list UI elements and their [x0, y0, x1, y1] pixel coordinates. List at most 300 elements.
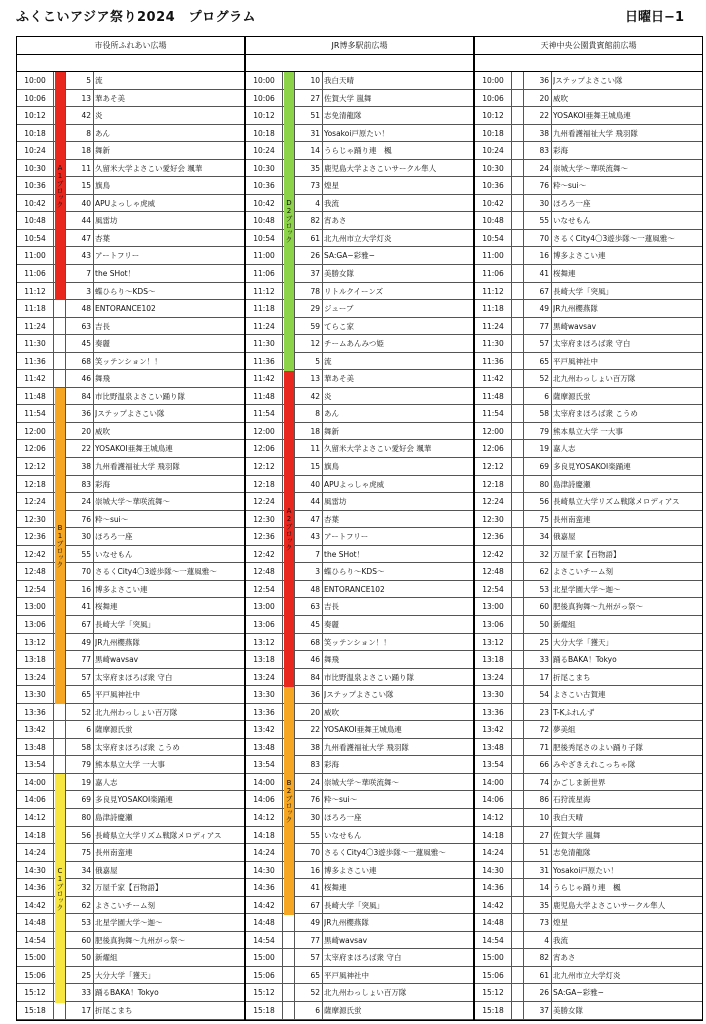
team-number-cell: 52 [539, 374, 549, 384]
team-name-cell: 平戸風神社中 [553, 356, 598, 366]
team-number-cell: 13 [310, 374, 320, 384]
schedule-row [17, 388, 244, 406]
time-cell: 11:18 [482, 304, 504, 314]
schedule-row [246, 318, 473, 336]
team-name-cell: いなせもん [95, 549, 133, 559]
team-number-cell: 3 [86, 286, 91, 296]
time-cell: 11:12 [24, 286, 46, 296]
schedule-row [17, 493, 244, 511]
team-name-cell: あん [324, 409, 339, 419]
team-name-cell: 笑ッテンション！！ [95, 356, 162, 366]
team-number-cell: 30 [81, 532, 91, 542]
team-name-cell: 流 [324, 356, 332, 366]
team-name-cell: 長州南蛮連 [95, 848, 133, 858]
schedule-row [475, 265, 702, 283]
team-name-cell: 折尾こまち [95, 1005, 133, 1015]
time-cell: 14:30 [253, 865, 275, 875]
time-cell: 13:42 [482, 725, 504, 735]
team-number-cell: 29 [310, 304, 320, 314]
time-cell: 13:12 [253, 637, 275, 647]
team-name-cell: 佐賀大学 嵐舞 [324, 93, 372, 103]
team-number-cell: 46 [310, 655, 320, 665]
team-number-cell: 27 [310, 93, 320, 103]
schedule-row [475, 739, 702, 757]
team-name-cell: ほろろ一座 [553, 198, 591, 208]
team-number-cell: 37 [310, 269, 320, 279]
team-name-cell: さるくCity4〇3遊歩隊〜一蓮風雅〜 [324, 848, 446, 858]
team-number-cell: 60 [81, 935, 91, 945]
team-number-cell: 74 [539, 777, 549, 787]
column-divider [511, 72, 512, 1020]
team-name-cell: 舞新 [95, 146, 110, 156]
schedule-row [17, 739, 244, 757]
time-cell: 10:48 [253, 216, 275, 226]
time-cell: 13:12 [482, 637, 504, 647]
team-name-cell: 太宰府まほろば衆 守白 [553, 339, 631, 349]
time-cell: 11:48 [482, 391, 504, 401]
time-cell: 11:42 [253, 374, 275, 384]
team-number-cell: 12 [310, 339, 320, 349]
team-number-cell: 63 [310, 602, 320, 612]
time-cell: 14:30 [24, 865, 46, 875]
team-number-cell: 32 [81, 883, 91, 893]
team-name-cell: 平戸風神社中 [324, 970, 369, 980]
time-cell: 15:06 [482, 970, 504, 980]
team-name-cell: 万屋千家【百物語】 [553, 549, 621, 559]
team-number-cell: 56 [81, 830, 91, 840]
time-cell: 13:30 [24, 690, 46, 700]
schedule-row [475, 195, 702, 213]
time-cell: 12:30 [482, 514, 504, 524]
team-name-cell: よさこいチーム刻 [95, 900, 155, 910]
team-name-cell: 我白天晴 [553, 812, 583, 822]
team-name-cell: 美勝女隊 [324, 269, 354, 279]
team-name-cell: 美勝女隊 [553, 1005, 583, 1015]
team-number-cell: 79 [539, 426, 549, 436]
team-number-cell: 70 [539, 233, 549, 243]
schedule-row [246, 212, 473, 230]
schedule-row [17, 511, 244, 529]
time-cell: 11:42 [24, 374, 46, 384]
team-name-cell: 炎 [95, 111, 103, 121]
team-name-cell: 炎 [324, 391, 332, 401]
time-cell: 10:00 [24, 76, 46, 85]
schedule-row [475, 247, 702, 265]
time-cell: 10:18 [253, 128, 275, 138]
venue-column-tenjin-park [474, 36, 703, 1021]
team-name-cell: 威吹 [95, 426, 110, 436]
team-name-cell: 流 [95, 76, 103, 85]
team-number-cell: 40 [310, 479, 320, 489]
schedule-row [475, 949, 702, 967]
time-cell: 12:12 [253, 462, 275, 472]
schedule-row [246, 440, 473, 458]
team-number-cell: 54 [539, 690, 549, 700]
team-name-cell: ジューブ [324, 304, 354, 314]
schedule-row [475, 704, 702, 722]
team-number-cell: 19 [81, 777, 91, 787]
team-number-cell: 78 [310, 286, 320, 296]
time-cell: 13:06 [24, 619, 46, 629]
schedule-row [246, 791, 473, 809]
schedule-row [17, 300, 244, 318]
schedule-row [475, 914, 702, 932]
time-cell: 13:18 [24, 655, 46, 665]
time-cell: 10:24 [253, 146, 275, 156]
team-number-cell: 37 [539, 1005, 549, 1015]
team-name-cell: ほろろ一座 [324, 812, 362, 822]
time-cell: 14:42 [24, 900, 46, 910]
schedule-row [475, 125, 702, 143]
time-cell: 11:48 [253, 391, 275, 401]
team-number-cell: 27 [539, 830, 549, 840]
team-number-cell: 83 [310, 760, 320, 770]
block-band [55, 72, 65, 300]
team-name-cell: よさこいチーム刻 [553, 567, 613, 577]
team-number-cell: 44 [310, 497, 320, 507]
schedule-row [17, 967, 244, 985]
schedule-row [246, 704, 473, 722]
time-cell: 13:54 [253, 760, 275, 770]
schedule-row [246, 563, 473, 581]
team-number-cell: 38 [81, 462, 91, 472]
team-name-cell: 吉長 [324, 602, 339, 612]
team-number-cell: 43 [310, 532, 320, 542]
team-number-cell: 55 [81, 549, 91, 559]
column-divider [551, 72, 552, 1020]
schedule-row [475, 967, 702, 985]
team-name-cell: Jステップよさこい隊 [324, 690, 394, 700]
schedule-row [17, 142, 244, 160]
time-cell: 10:30 [253, 163, 275, 173]
team-name-cell: 我流 [324, 198, 339, 208]
schedule-row [475, 721, 702, 739]
time-cell: 12:36 [482, 532, 504, 542]
time-cell: 10:12 [24, 111, 46, 121]
team-number-cell: 22 [539, 111, 549, 121]
team-number-cell: 40 [81, 198, 91, 208]
team-number-cell: 17 [539, 672, 549, 682]
team-name-cell: 煌星 [324, 181, 339, 191]
schedule-row [475, 581, 702, 599]
team-name-cell: 島津詩慶瀬 [95, 812, 133, 822]
schedule-row [246, 283, 473, 301]
schedule-row [17, 598, 244, 616]
team-number-cell: 49 [81, 637, 91, 647]
team-name-cell: 九州看護福祉大学 飛羽隊 [324, 742, 409, 752]
team-name-cell: ENTORANCE102 [95, 304, 156, 314]
time-cell: 11:30 [253, 339, 275, 349]
team-name-cell: SA:GA−彩雅− [324, 251, 375, 261]
team-name-cell: 鹿児島大学よさこいサークル隼人 [553, 900, 666, 910]
team-name-cell: 北九州わっしょい百万隊 [95, 707, 178, 717]
team-name-cell: YOSAKOI亜舞王城鳥連 [95, 444, 173, 454]
time-cell: 10:30 [24, 163, 46, 173]
time-cell: 11:54 [482, 409, 504, 419]
column-divider [93, 72, 94, 1020]
schedule-row [246, 405, 473, 423]
team-name-cell: 威吹 [324, 707, 339, 717]
team-number-cell: 42 [81, 111, 91, 121]
time-cell: 13:00 [24, 602, 46, 612]
team-number-cell: 46 [81, 374, 91, 384]
team-name-cell: 俄嘉屋 [95, 865, 118, 875]
time-cell: 12:30 [24, 514, 46, 524]
team-name-cell: 蝶ひらり〜KDS〜 [95, 286, 156, 296]
venue-header: 市役所ふれあい広場 [16, 36, 245, 54]
time-cell: 14:18 [253, 830, 275, 840]
time-cell: 10:24 [482, 146, 504, 156]
schedule-row [17, 353, 244, 371]
time-cell: 13:36 [253, 707, 275, 717]
team-name-cell: 北九州わっしょい百万隊 [324, 988, 407, 998]
block-label: B1ブロック [56, 524, 64, 569]
team-name-cell: 粋〜sui〜 [324, 795, 358, 805]
team-number-cell: 73 [310, 181, 320, 191]
time-cell: 11:30 [24, 339, 46, 349]
blank-row [245, 54, 474, 72]
time-cell: 14:48 [253, 918, 275, 928]
team-name-cell: アートフリー [95, 251, 140, 261]
team-number-cell: 57 [310, 953, 320, 963]
team-number-cell: 75 [539, 514, 549, 524]
schedule-row [17, 581, 244, 599]
schedule-row [475, 879, 702, 897]
time-cell: 15:00 [482, 953, 504, 963]
schedule-row [246, 862, 473, 880]
schedule-row [17, 1002, 244, 1020]
schedule-row [17, 177, 244, 195]
team-number-cell: 84 [310, 672, 320, 682]
schedule-row [17, 546, 244, 564]
team-number-cell: 38 [310, 742, 320, 752]
team-name-cell: 博多よさこい連 [324, 865, 377, 875]
team-number-cell: 20 [539, 93, 549, 103]
time-cell: 14:54 [24, 935, 46, 945]
time-cell: 11:00 [253, 251, 275, 261]
schedule-rows [474, 72, 703, 1021]
schedule-row [246, 493, 473, 511]
time-cell: 15:00 [253, 953, 275, 963]
team-name-cell: 宵あさ [553, 953, 576, 963]
team-name-cell: 北星学園大学〜迦〜 [95, 918, 163, 928]
schedule-row [475, 107, 702, 125]
time-cell: 13:00 [482, 602, 504, 612]
team-name-cell: 肥後秀尾さのよい踊り子隊 [553, 742, 643, 752]
time-cell: 12:54 [482, 584, 504, 594]
team-number-cell: 41 [81, 602, 91, 612]
team-name-cell: 万屋千家【百物語】 [95, 883, 163, 893]
team-number-cell: 66 [539, 760, 549, 770]
team-number-cell: 34 [81, 865, 91, 875]
schedule-row [475, 493, 702, 511]
block-band [284, 687, 294, 915]
team-name-cell: 崇城大学〜華咲流舞〜 [324, 777, 399, 787]
time-cell: 12:00 [482, 426, 504, 436]
schedule-row [17, 265, 244, 283]
schedule-row [17, 563, 244, 581]
team-name-cell: 多良見YOSAKOI楽踊連 [95, 795, 173, 805]
schedule-row [17, 651, 244, 669]
schedule-row [17, 809, 244, 827]
team-name-cell: 俄嘉屋 [553, 532, 576, 542]
schedule-row [17, 932, 244, 950]
team-name-cell: 嘉人志 [553, 444, 576, 454]
team-number-cell: 43 [81, 251, 91, 261]
team-number-cell: 53 [539, 584, 549, 594]
time-cell: 11:06 [253, 269, 275, 279]
time-cell: 13:54 [24, 760, 46, 770]
team-number-cell: 19 [539, 444, 549, 454]
team-number-cell: 70 [310, 848, 320, 858]
time-cell: 10:12 [253, 111, 275, 121]
schedule-row [475, 756, 702, 774]
team-name-cell: 我白天晴 [324, 76, 354, 85]
schedule-row [246, 353, 473, 371]
venue-header: JR博多駅前広場 [245, 36, 474, 54]
time-cell: 11:18 [253, 304, 275, 314]
team-name-cell: 長崎県立大学リズム戦隊メロディアス [553, 497, 680, 507]
time-cell: 11:54 [24, 409, 46, 419]
schedule-row [17, 897, 244, 915]
schedule-row [475, 774, 702, 792]
time-cell: 10:54 [482, 233, 504, 243]
team-number-cell: 55 [539, 216, 549, 226]
schedule-row [17, 914, 244, 932]
team-name-cell: さるくCity4〇3遊歩隊〜一蓮風雅〜 [95, 567, 217, 577]
time-cell: 13:00 [253, 602, 275, 612]
team-number-cell: 49 [310, 918, 320, 928]
time-cell: 10:06 [253, 93, 275, 103]
venue-column-hakata-station [245, 36, 474, 1021]
team-number-cell: 25 [539, 637, 549, 647]
team-name-cell: 黒崎wavsav [95, 655, 139, 665]
team-name-cell: the SHot！ [324, 549, 365, 559]
schedule-row [475, 1002, 702, 1020]
schedule-row [246, 72, 473, 90]
team-name-cell: 夢美組 [553, 725, 576, 735]
time-cell: 10:42 [253, 198, 275, 208]
time-cell: 15:06 [24, 970, 46, 980]
team-number-cell: 58 [81, 742, 91, 752]
schedule-row [17, 616, 244, 634]
team-name-cell: 志免清龍隊 [553, 848, 591, 858]
team-name-cell: 鹿児島大学よさこいサークル隼人 [324, 163, 437, 173]
time-cell: 10:48 [482, 216, 504, 226]
time-cell: 12:30 [253, 514, 275, 524]
team-number-cell: 57 [539, 339, 549, 349]
schedule-row [475, 984, 702, 1002]
time-cell: 14:00 [482, 777, 504, 787]
team-name-cell: 長崎大学「突風」 [95, 619, 155, 629]
team-number-cell: 57 [81, 672, 91, 682]
time-cell: 11:24 [482, 321, 504, 331]
team-name-cell: JR九州櫻燕隊 [324, 918, 369, 928]
schedule-row [475, 318, 702, 336]
time-cell: 15:18 [253, 1005, 275, 1015]
schedule-row [17, 440, 244, 458]
team-number-cell: 18 [81, 146, 91, 156]
schedule-row [246, 827, 473, 845]
column-divider [282, 72, 283, 1020]
schedule-row [17, 335, 244, 353]
team-number-cell: 75 [81, 848, 91, 858]
team-number-cell: 26 [310, 251, 320, 261]
team-name-cell: 粋〜sui〜 [553, 181, 587, 191]
team-number-cell: 68 [81, 356, 91, 366]
team-number-cell: 53 [81, 918, 91, 928]
time-cell: 12:00 [24, 426, 46, 436]
schedule-row [246, 879, 473, 897]
team-name-cell: 宵あさ [324, 216, 347, 226]
schedule-row [246, 107, 473, 125]
team-number-cell: 24 [539, 163, 549, 173]
team-number-cell: 30 [310, 812, 320, 822]
time-cell: 12:12 [24, 462, 46, 472]
schedule-row [17, 476, 244, 494]
schedule-row [475, 405, 702, 423]
schedule-row [17, 230, 244, 248]
team-name-cell: 北九州市立大学灯炎 [324, 233, 392, 243]
time-cell: 14:42 [253, 900, 275, 910]
schedule-row [17, 247, 244, 265]
schedule-row [246, 388, 473, 406]
team-name-cell: 嘉人志 [95, 777, 118, 787]
team-number-cell: 15 [310, 462, 320, 472]
schedule-row [246, 265, 473, 283]
team-number-cell: 33 [81, 988, 91, 998]
team-number-cell: 31 [310, 128, 320, 138]
schedule-row [17, 721, 244, 739]
time-cell: 13:30 [482, 690, 504, 700]
time-cell: 15:06 [253, 970, 275, 980]
team-name-cell: アートフリー [324, 532, 369, 542]
team-number-cell: 79 [81, 760, 91, 770]
team-number-cell: 35 [539, 900, 549, 910]
team-name-cell: 長州南蛮連 [553, 514, 591, 524]
block-label: B2ブロック [285, 778, 293, 823]
column-divider [53, 72, 54, 1020]
column-divider [322, 72, 323, 1020]
schedule-row [17, 212, 244, 230]
time-cell: 15:12 [253, 988, 275, 998]
schedule-row [246, 581, 473, 599]
schedule-row [475, 563, 702, 581]
schedule-row [246, 739, 473, 757]
team-number-cell: 60 [539, 602, 549, 612]
time-cell: 12:42 [24, 549, 46, 559]
team-name-cell: 熊本県立大学 一大事 [553, 426, 623, 436]
team-number-cell: 4 [315, 198, 320, 208]
team-number-cell: 14 [539, 883, 549, 893]
team-name-cell: よさこい古賀連 [553, 690, 606, 700]
time-cell: 14:36 [24, 883, 46, 893]
schedule-row [17, 195, 244, 213]
schedule-row [17, 827, 244, 845]
time-cell: 14:06 [24, 795, 46, 805]
team-name-cell: 華あそ美 [324, 374, 354, 384]
schedule-row [246, 90, 473, 108]
schedule-row [17, 949, 244, 967]
schedule-row [246, 528, 473, 546]
time-cell: 12:12 [482, 462, 504, 472]
schedule-row [475, 370, 702, 388]
team-name-cell: 長崎大学「突風」 [553, 286, 613, 296]
schedule-row [475, 212, 702, 230]
team-name-cell: 市比野温泉よさこい踊り隊 [324, 672, 414, 682]
schedule-row [17, 634, 244, 652]
page-title: ふくこいアジア祭り2024 プログラム [16, 10, 257, 25]
